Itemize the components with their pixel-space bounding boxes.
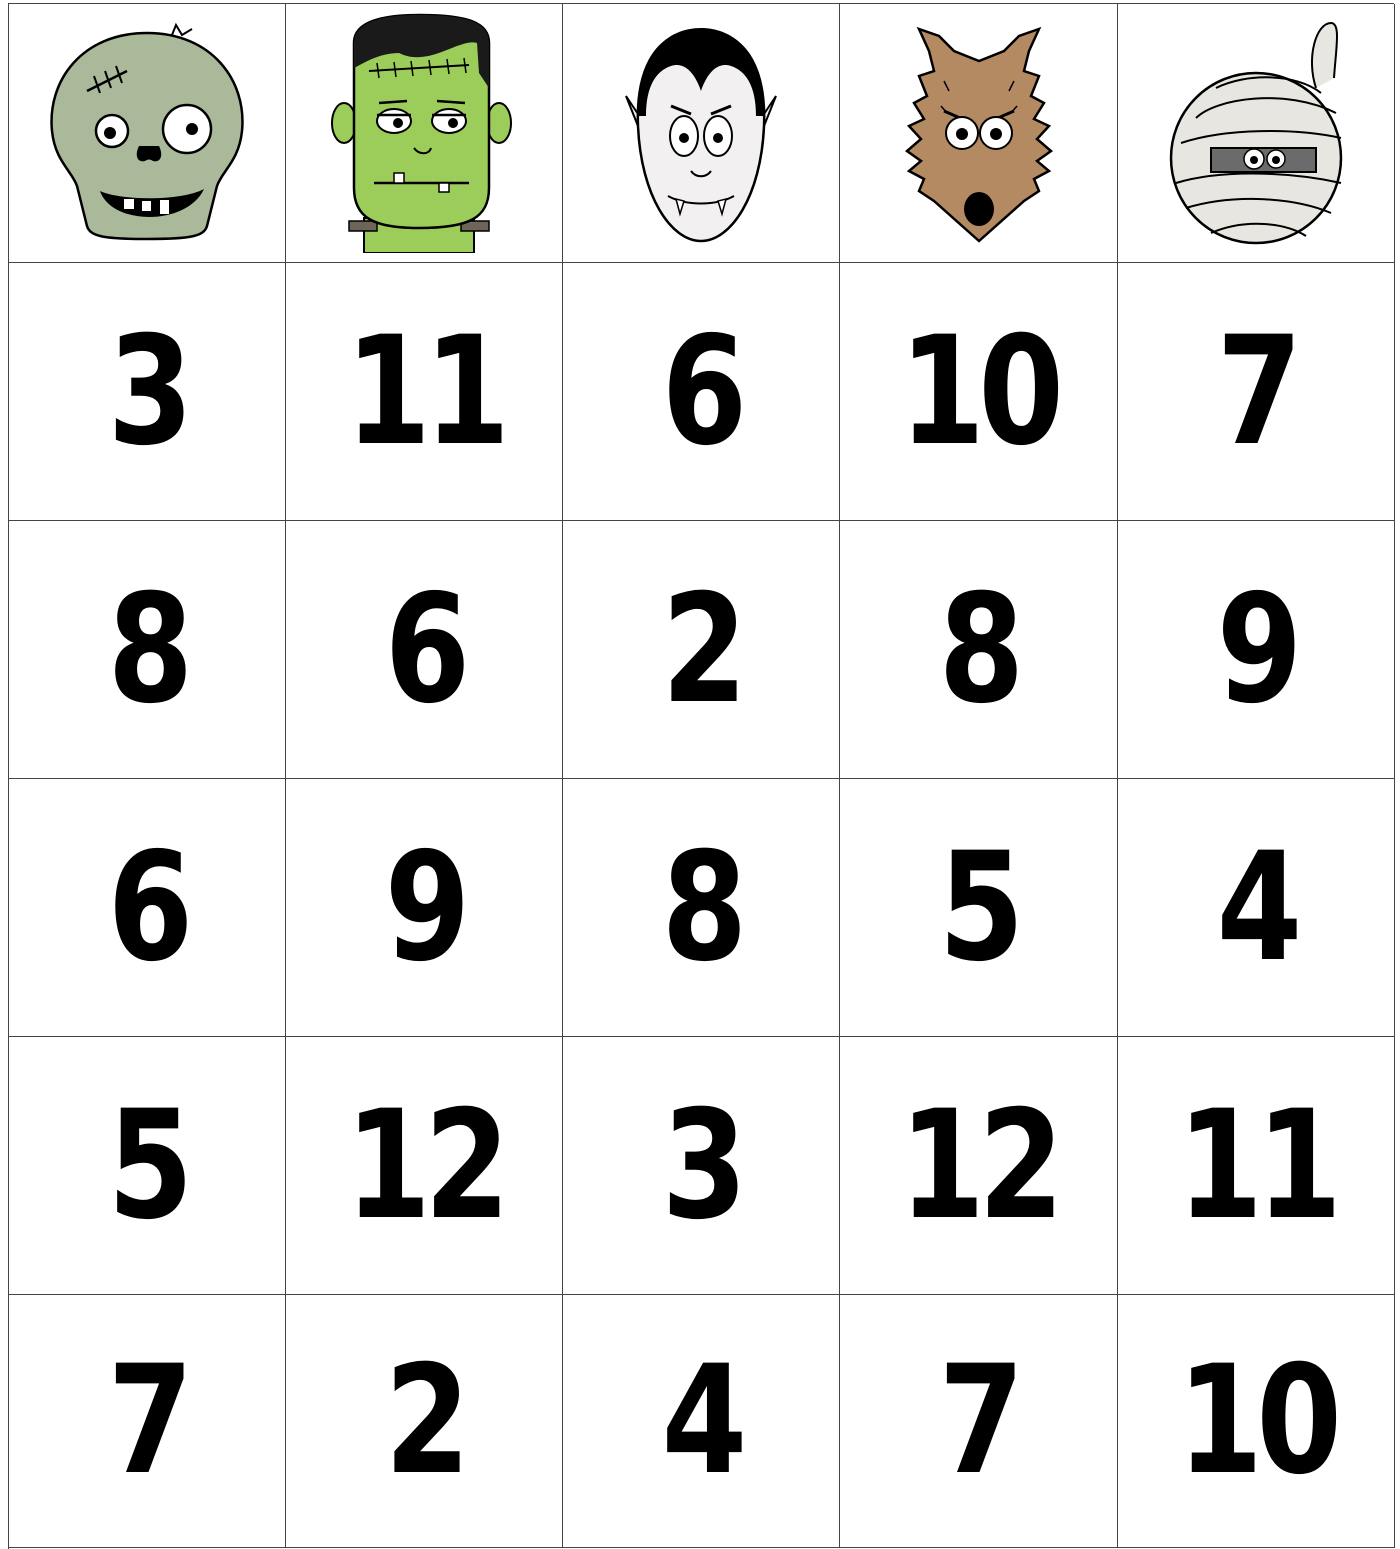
- zombie-icon: [42, 21, 252, 246]
- number-cell[interactable]: [286, 263, 563, 521]
- number-row-1: [9, 263, 1394, 521]
- number-value: 3: [661, 1078, 741, 1253]
- number-value: 9: [384, 820, 464, 995]
- number-row-3: [9, 779, 1394, 1037]
- number-cell[interactable]: [9, 263, 286, 521]
- number-value: 9: [1216, 562, 1296, 737]
- number-value: 8: [107, 562, 187, 737]
- number-cell[interactable]: [286, 521, 563, 779]
- number-value: 7: [938, 1334, 1019, 1508]
- number-cell[interactable]: [1118, 779, 1395, 1037]
- number-cell[interactable]: [1118, 1037, 1395, 1295]
- header-cell-frankenstein: [286, 4, 563, 263]
- number-row-2: [9, 521, 1394, 779]
- number-value: 6: [661, 304, 741, 479]
- number-cell[interactable]: [563, 1037, 840, 1295]
- header-cell-zombie: [9, 4, 286, 263]
- mummy-icon: [1156, 18, 1356, 248]
- number-value: 3: [107, 304, 187, 479]
- number-value: 12: [899, 1078, 1058, 1253]
- number-cell[interactable]: [1118, 263, 1395, 521]
- number-value: 4: [661, 1334, 741, 1508]
- number-cell[interactable]: [840, 779, 1118, 1037]
- vampire-icon: [606, 16, 796, 251]
- number-cell[interactable]: [286, 779, 563, 1037]
- number-cell[interactable]: [840, 263, 1118, 521]
- number-value: 10: [899, 304, 1058, 479]
- header-row: [9, 4, 1394, 263]
- number-cell[interactable]: [9, 521, 286, 779]
- number-cell[interactable]: [840, 1295, 1118, 1548]
- number-cell[interactable]: [9, 1295, 286, 1548]
- number-row-4: [9, 1037, 1394, 1295]
- number-value: 6: [107, 820, 187, 995]
- number-cell[interactable]: [840, 521, 1118, 779]
- number-value: 8: [661, 820, 741, 995]
- header-cell-vampire: [563, 4, 840, 263]
- header-cell-mummy: [1118, 4, 1395, 263]
- number-value: 4: [1216, 820, 1296, 995]
- number-value: 7: [1216, 304, 1296, 479]
- number-row-5: [9, 1295, 1394, 1548]
- number-cell[interactable]: [1118, 1295, 1395, 1548]
- number-cell[interactable]: [563, 521, 840, 779]
- number-value: 12: [344, 1078, 504, 1253]
- number-cell[interactable]: [840, 1037, 1118, 1295]
- number-cell[interactable]: [9, 1037, 286, 1295]
- number-value: 7: [107, 1334, 187, 1508]
- number-cell[interactable]: [286, 1295, 563, 1548]
- number-cell[interactable]: [9, 779, 286, 1037]
- number-value: 10: [1176, 1334, 1336, 1508]
- werewolf-icon: [879, 21, 1079, 246]
- number-value: 2: [661, 562, 741, 737]
- number-cell[interactable]: [563, 1295, 840, 1548]
- number-value: 5: [938, 820, 1019, 995]
- number-value: 2: [384, 1334, 464, 1508]
- number-cell[interactable]: [563, 263, 840, 521]
- number-value: 6: [384, 562, 464, 737]
- number-value: 8: [938, 562, 1019, 737]
- number-value: 11: [344, 304, 504, 479]
- number-value: 11: [1176, 1078, 1336, 1253]
- frankenstein-icon: [319, 13, 529, 253]
- number-cell[interactable]: [286, 1037, 563, 1295]
- number-value: 5: [107, 1078, 187, 1253]
- number-cell[interactable]: [1118, 521, 1395, 779]
- monster-bingo-board: [8, 3, 1394, 1549]
- number-cell[interactable]: [563, 779, 840, 1037]
- header-cell-werewolf: [840, 4, 1118, 263]
